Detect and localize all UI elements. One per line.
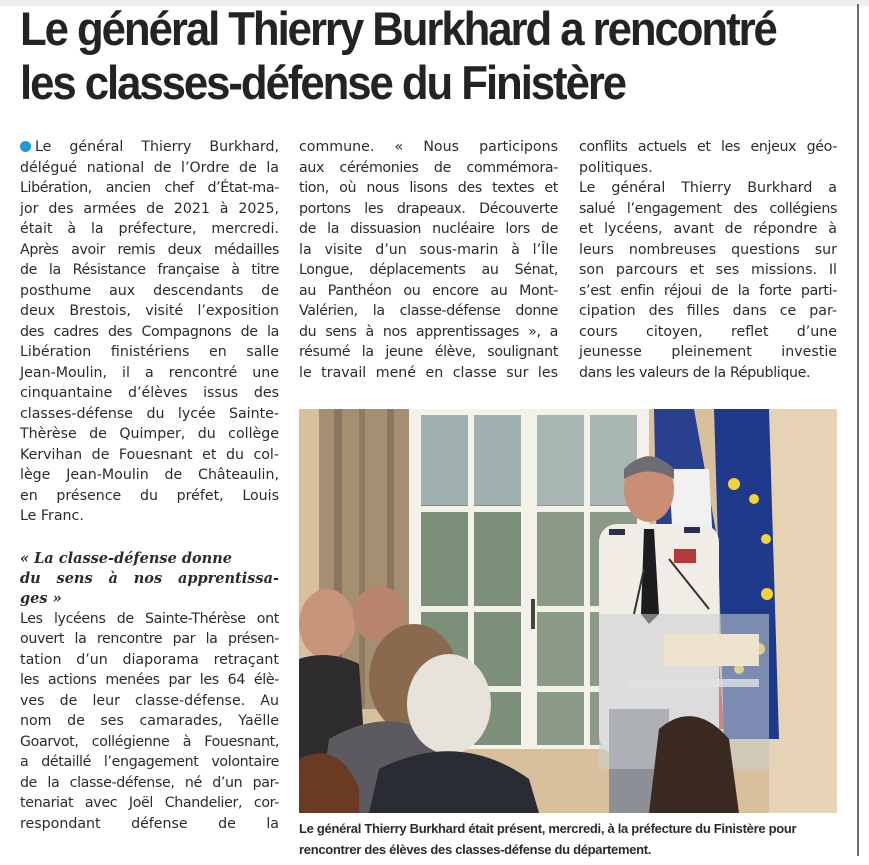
body-paragraph	[299, 137, 558, 383]
text-line: au Panthéon ou encore au Mont-	[299, 282, 558, 299]
text-line: Goarvot, collégienne à Fouesnant,	[20, 733, 279, 750]
text-line: Le Franc.	[20, 508, 84, 524]
text-line: Thèrèse de Quimper, du collège	[20, 426, 279, 442]
text-line: deux Brestois, visité l’exposition	[20, 303, 279, 319]
subheading-line: du sens à nos apprentissa-	[20, 569, 279, 587]
body-paragraph	[579, 178, 837, 383]
article-column-1	[20, 137, 279, 834]
text-line: Kervihan de Fouesnant et du col-	[20, 446, 279, 463]
text-line: jor des armées de 2021 à 2025,	[20, 200, 279, 217]
text-line: aux cérémonies de commémora-	[299, 159, 558, 176]
text-line: conflits actuels et les enjeux géo-	[579, 139, 837, 155]
text-line: Libération, ancien chef d’État-ma-	[20, 180, 279, 196]
text-line: et lycéens, avant de répondre à	[579, 221, 837, 237]
article-photo	[299, 409, 837, 813]
text-line: Après avoir remis deux médailles	[20, 241, 279, 258]
column-rule	[857, 4, 859, 856]
text-line: Les lycéens de Sainte-Thérèse ont	[20, 610, 279, 627]
text-line: les actions menées par les 64 élè-	[20, 672, 279, 688]
text-line	[20, 137, 279, 158]
headline-line: les classes-défense du Finistère	[20, 56, 626, 109]
text-line: ouvert la rencontre par la présen-	[20, 631, 279, 647]
wall-right	[769, 409, 837, 813]
text-fragment: Le général Thierry Burkhard,	[35, 139, 279, 155]
text-line: des cadres des Compagnons de la	[20, 323, 279, 340]
text-line: cours citoyen, reflet d’une	[579, 323, 837, 340]
bullet-icon	[20, 141, 31, 152]
text-line: respondant défense de la	[20, 815, 279, 832]
body-paragraph	[20, 609, 279, 835]
text-line: de la dissuasion nucléaire lors de	[299, 221, 558, 237]
headline-line: Le général Thierry Burkhard a rencontré	[20, 2, 776, 55]
text-line: en présence du préfet, Louis	[20, 487, 279, 504]
text-line: son parcours et ses missions. Il	[579, 262, 837, 278]
caption-line: rencontrer des élèves des classes-défense du département.	[299, 842, 652, 857]
text-line: était à la préfecture, mercredi.	[20, 221, 279, 237]
body-paragraph	[579, 137, 837, 178]
text-line: ves de leur classe-défense. Au	[20, 692, 279, 709]
subheading-line: « La classe-défense donne	[20, 549, 232, 567]
article-column-2	[299, 137, 558, 383]
text-line: cipation des filles dans ce par-	[579, 303, 837, 319]
text-line: commune. « Nous participons	[299, 139, 558, 155]
photo-caption	[299, 818, 844, 860]
text-line: tenariat avec Joël Chandelier, cor-	[20, 795, 279, 811]
text-line: classes-défense du lycée Sainte-	[20, 405, 279, 422]
subheading	[20, 549, 279, 609]
text-line: jeunesse pleinement investie	[579, 344, 837, 360]
text-line: Libération finistériens en salle	[20, 344, 279, 360]
text-line: politiques.	[579, 159, 653, 176]
text-line: Jean-Moulin, il a rencontré une	[20, 364, 279, 381]
text-line: cinquantaine d’élèves issus des	[20, 385, 279, 401]
text-line: posthume aux descendants de	[20, 282, 279, 299]
text-line: s’est enfin réjoui de la forte parti-	[579, 282, 837, 299]
text-line: du sens à nos apprentissages », a	[299, 323, 558, 340]
text-line: délégué national de l’Ordre de la	[20, 159, 279, 176]
text-line: leurs nombreuses questions sur	[579, 241, 837, 258]
text-line: tion, où nous lisons des textes et	[299, 180, 558, 196]
text-line: a détaillé l’engagement volontaire	[20, 754, 279, 770]
subheading-line: ges »	[20, 589, 62, 607]
text-line: tation d’un diaporama retraçant	[20, 651, 279, 668]
text-line: lège Jean-Moulin de Châteaulin,	[20, 467, 279, 483]
lead-paragraph	[20, 137, 279, 527]
text-line: nom de ses camarades, Yaëlle	[20, 713, 279, 729]
text-line: dans les valeurs de la République.	[579, 364, 811, 381]
text-line: salué l’engagement des collégiens	[579, 200, 837, 217]
text-line: de la Résistance française à titre	[20, 262, 279, 278]
text-line: le travail mené en classe sur les	[299, 364, 558, 381]
text-line: portons les drapeaux. Découverte	[299, 200, 558, 217]
article-column-3	[579, 137, 837, 383]
text-line: Le général Thierry Burkhard a	[579, 180, 837, 196]
text-line: la visite d’un sous-marin à l’Île	[299, 241, 558, 258]
text-line: Valérien, la classe-défense donne	[299, 303, 558, 319]
door-handle	[531, 599, 535, 629]
text-line: de la classe-défense, né d’un par-	[20, 774, 279, 791]
text-line: Longue, déplacements au Sénat,	[299, 262, 558, 278]
caption-line: Le général Thierry Burkhard était présent, mercredi, à la préfecture du Finistère pour	[299, 821, 797, 836]
photo-illustration	[299, 409, 837, 813]
text-line: résumé la jeune élève, soulignant	[299, 344, 558, 360]
headline	[20, 2, 792, 110]
